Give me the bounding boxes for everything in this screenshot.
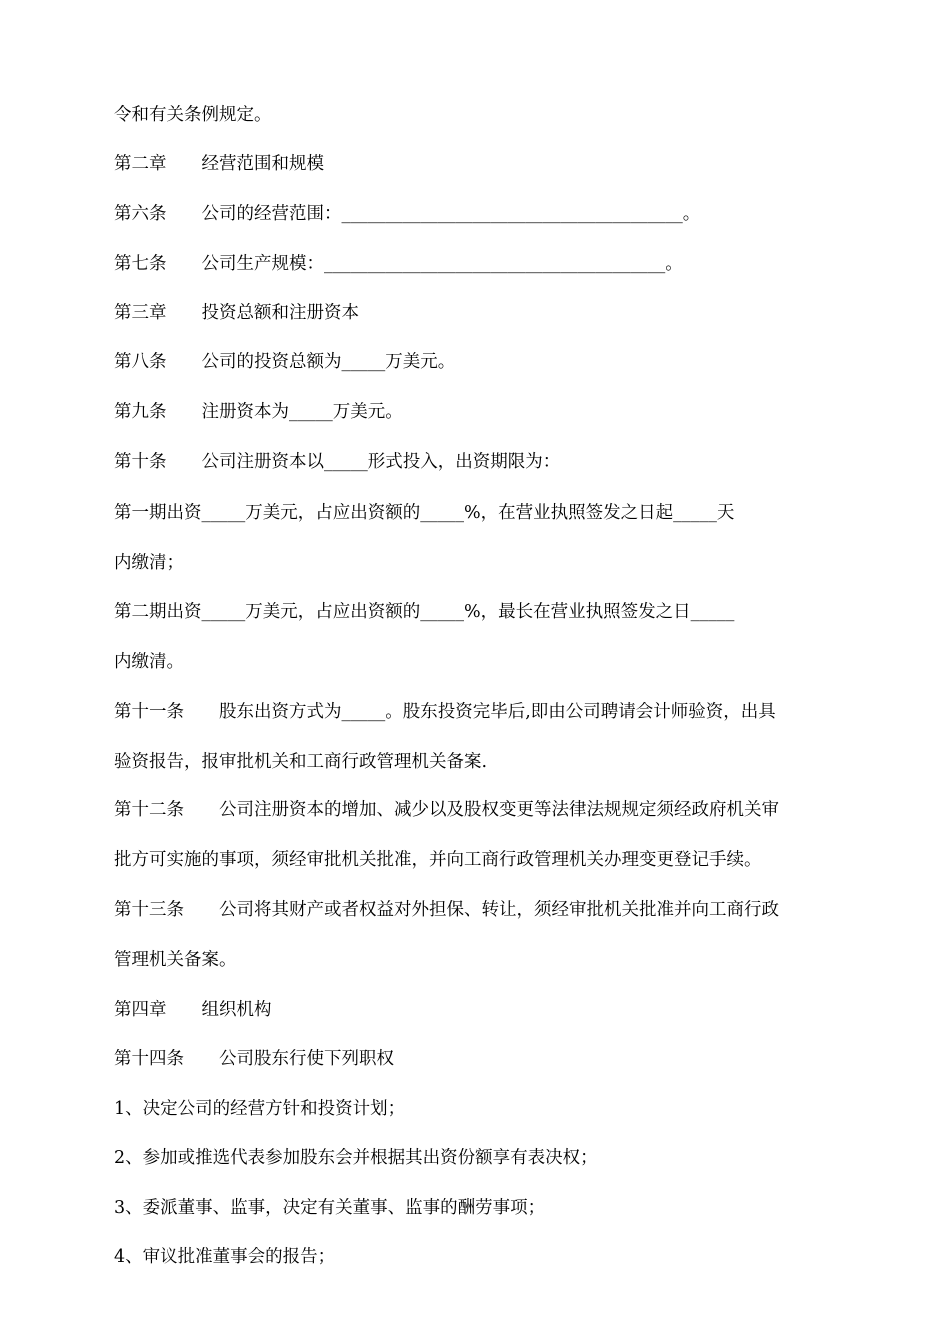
text-line: 令和有关条例规定。	[114, 105, 272, 125]
article-line: 第十四条 公司股东行使下列职权	[114, 1049, 394, 1069]
article-line: 第十三条 公司将其财产或者权益对外担保、转让，须经审批机关批准并向工商行政	[114, 900, 779, 920]
article-line: 第七条 公司生产规模：_______________________________________。	[114, 254, 683, 274]
list-item: 4、审议批准董事会的报告；	[114, 1247, 336, 1267]
article-line: 第十一条 股东出资方式为_____。股东投资完毕后,即由公司聘请会计师验资，出具	[114, 702, 776, 722]
article-line: 第六条 公司的经营范围：_______________________________________。	[114, 204, 701, 224]
list-item: 2、参加或推选代表参加股东会并根据其出资份额享有表决权；	[114, 1148, 598, 1168]
text-line: 内缴清；	[114, 553, 184, 573]
article-line: 第十条 公司注册资本以_____形式投入，出资期限为：	[114, 452, 561, 472]
text-line: 验资报告，报审批机关和工商行政管理机关备案.	[114, 752, 488, 772]
article-line: 第十二条 公司注册资本的增加、减少以及股权变更等法律法规规定须经政府机关审	[114, 800, 779, 820]
chapter-heading: 第三章 投资总额和注册资本	[114, 303, 359, 323]
text-line: 第一期出资_____万美元，占应出资额的_____%，在营业执照签发之日起_____天	[114, 503, 735, 523]
text-line: 内缴清。	[114, 652, 184, 672]
article-line: 第八条 公司的投资总额为_____万美元。	[114, 352, 456, 372]
text-line: 批方可实施的事项，须经审批机关批准，并向工商行政管理机关办理变更登记手续。	[114, 850, 762, 870]
article-line: 第九条 注册资本为_____万美元。	[114, 402, 403, 422]
text-line: 第二期出资_____万美元，占应出资额的_____%，最长在营业执照签发之日_____	[114, 602, 735, 622]
chapter-heading: 第四章 组织机构	[114, 1000, 272, 1020]
chapter-heading: 第二章 经营范围和规模	[114, 154, 324, 174]
list-item: 3、委派董事、监事，决定有关董事、监事的酬劳事项；	[114, 1198, 546, 1218]
text-line: 管理机关备案。	[114, 950, 237, 970]
list-item: 1、决定公司的经营方针和投资计划；	[114, 1099, 406, 1119]
